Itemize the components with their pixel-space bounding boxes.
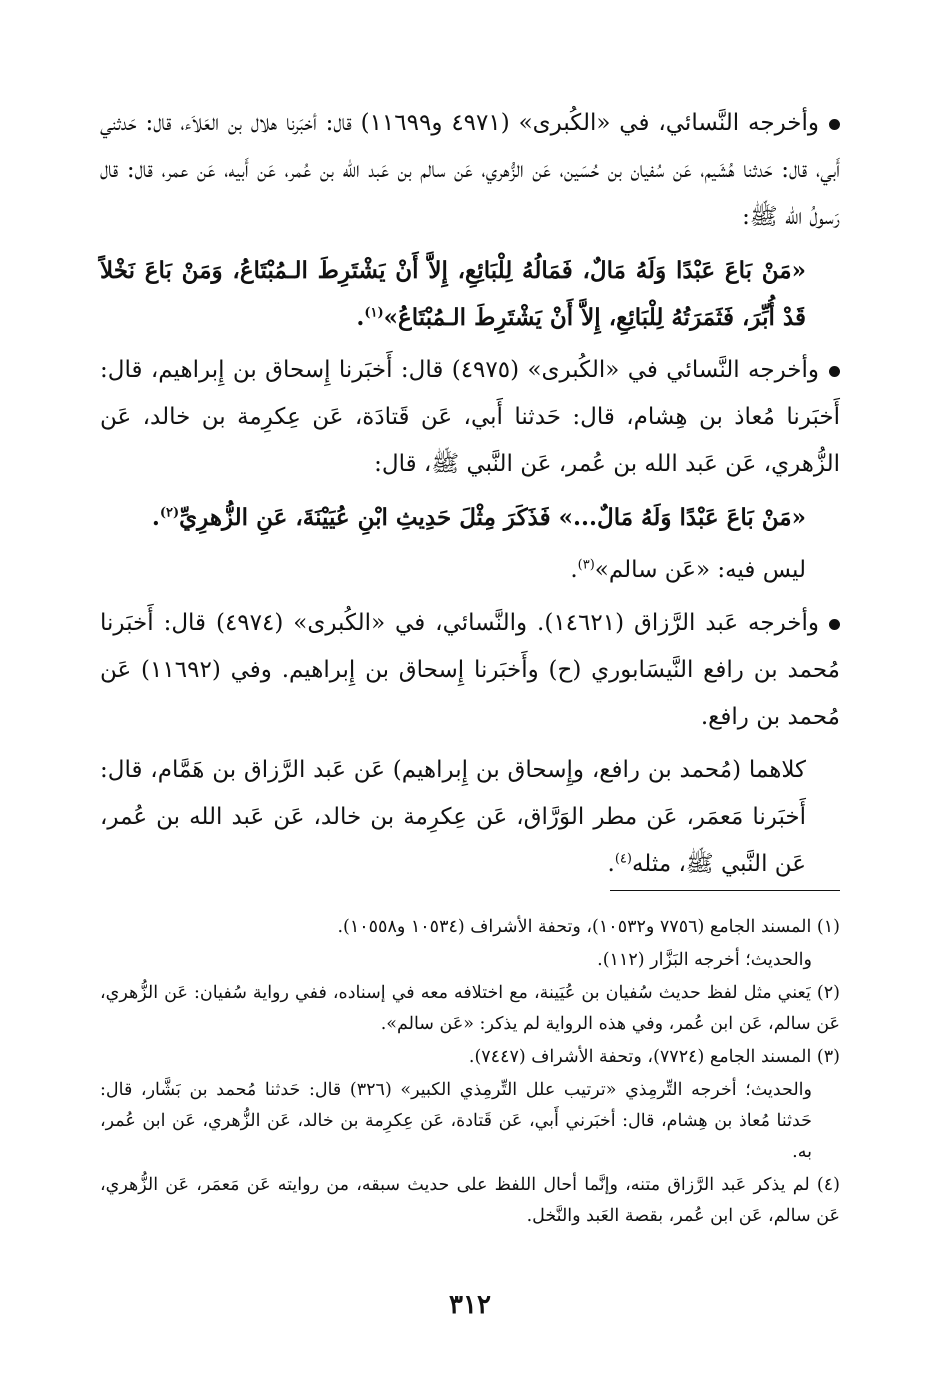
footnote-2: (٢) يَعني مثل لفظ حديث سُفيان بن عُيَينة، مع اختلافه معه في إسناده، ففي رواية سُفيان: عَن الزُّهري، عَن سالم، عَن ابن عُمر، وفي هذه الرواية لم يذكر: «عَن سالم». bbox=[100, 983, 840, 1034]
main-text bbox=[100, 100, 840, 888]
footnote-ref-2: (٢) bbox=[159, 505, 180, 521]
footnote-ref-1: (١) bbox=[364, 305, 384, 321]
bullet-icon bbox=[829, 366, 840, 377]
footnote-ref-4: (٤) bbox=[614, 851, 632, 867]
paragraph-1-text: وأخرجه النَّسائي، في «الكُبرى» (٤٩٧١ و١١٦٩٩) قال: أخبَرنا هلال بن العَلاَء، قال: حَدثني أَبي، قال: حَدثنا هُشَيم، عَن سُفيان بن حُسَين، عَن الزُّهري، عَن سالم بن عَبد الله بن عُمر، عَن أَبيه، عَن عمر، قال: قال رَسولُ الله ﷺ: bbox=[100, 110, 840, 230]
hadith-2-text: «مَنْ بَاعَ عَبْدًا وَلَهُ مَالٌ...» فَذَكَرَ مِثْلَ حَدِيثِ ابْنِ عُيَيْنَةَ، عَنِ الزُّهرِيِّ bbox=[179, 504, 806, 531]
footnote-3-continuation: والحديث؛ أخرجه التِّرمِذي «ترتيب علل التِّرمِذي الكبير» (٣٢٦) قال: حَدثنا مُحمد بن بَشَّار، قال: حَدثنا مُعاذ بن هِشام، قال: أخبَرني أَبي، عَن قَتادة، عَن عِكرِمة بن خالد، عَن الزُّهري، عَن ابن عُمر، به. bbox=[100, 1080, 812, 1162]
footnote-3: (٣) المسند الجامع (٧٧٢٤)، وتحفة الأشراف (٧٤٤٧). bbox=[468, 1047, 840, 1067]
bullet-icon bbox=[829, 619, 840, 630]
footnotes bbox=[100, 912, 840, 1234]
paragraph-3 bbox=[100, 600, 840, 741]
footnote-1-continuation: والحديث؛ أخرجه البَزَّار (١١٢). bbox=[597, 950, 812, 970]
paragraph-2 bbox=[100, 347, 840, 488]
footnote-ref-3: (٣) bbox=[577, 557, 595, 573]
paragraph-2-text: وأخرجه النَّسائي في «الكُبرى» (٤٩٧٥) قال: أَخبَرنا إِسحاق بن إِبراهيم، قال: أَخبَرنا مُعاذ بن هِشام، قال: حَدثنا أَبي، عَن قَتادَة، عَن عِكرِمة بن خالد، عَن الزُّهري، عَن عَبد الله بن عُمر، عَن النَّبي ﷺ، قال: bbox=[100, 357, 840, 477]
paragraph-4-text: كلاهما (مُحمد بن رافع، وإِسحاق بن إِبراهيم) عَن عَبد الرَّزاق بن هَمَّام، قال: أَخبَرنا مَعمَر، عَن مطر الوَرَّاق، عَن عِكرِمة بن خالد، عَن عَبد الله بن عُمر، عَن النَّبي ﷺ، مثله bbox=[100, 757, 806, 877]
paragraph-4: كلاهما (مُحمد بن رافع، وإِسحاق بن إِبراهيم) عَن عَبد الرَّزاق بن هَمَّام، قال: أَخبَرنا مَعمَر، عَن مطر الوَرَّاق، عَن عِكرِمة بن خالد، عَن عَبد الله بن عُمر، عَن النَّبي ﷺ، مثله$^{(٤)}$. bbox=[100, 757, 806, 877]
paragraph-3-text: وأخرجه عَبد الرَّزاق (١٤٦٢١). والنَّسائي، في «الكُبرى» (٤٩٧٤) قال: أَخبَرنا مُحمد بن رافع النَّيسَابوري (ح) وأَخبَرنا إِسحاق بن إِبراهيم. وفي (١١٦٩٢) عَن مُحمد بن رافع. bbox=[100, 610, 840, 730]
document-page bbox=[100, 100, 840, 1350]
footnote-4: (٤) لم يذكر عَبد الرَّزاق متنه، وإنَّما أحال اللفظ على حديث سبقه، من روايته عَن مَعمَر، عَن الزُّهري، عَن سالم، عَن ابن عُمر، بقصة العَبد والنَّخل. bbox=[100, 1175, 840, 1226]
paragraph-2-tail-text: ليس فيه: «عَن سالم» bbox=[594, 557, 806, 583]
footnote-1: (١) المسند الجامع (٧٧٥٦ و١٠٥٣٢)، وتحفة الأشراف (١٠٥٣٤ و١٠٥٥٨). bbox=[337, 917, 840, 937]
hadith-1: «مَنْ بَاعَ عَبْدًا وَلَهُ مَالٌ، فَمَالُهُ لِلْبَائِعِ، إِلاَّ أَنْ يَشْتَرِطَ الـمُبْتَاعُ، وَمَنْ بَاعَ نَخْلاً قَدْ أُبِّرَ، فَثَمَرَتُهُ لِلْبَائِعِ، إِلاَّ أَنْ يَشْتَرِطَ الـمُبْتَاعُ»$^{(١)}$. bbox=[100, 257, 806, 331]
page-number: ٣١٢ bbox=[449, 1290, 491, 1320]
hadith-1-text: «مَنْ بَاعَ عَبْدًا وَلَهُ مَالٌ، فَمَالُهُ لِلْبَائِعِ، إِلاَّ أَنْ يَشْتَرِطَ الـمُبْتَاعُ، وَمَنْ بَاعَ نَخْلاً قَدْ أُبِّرَ، فَثَمَرَتُهُ لِلْبَائِعِ، إِلاَّ أَنْ يَشْتَرِطَ الـمُبْتَاعُ» bbox=[100, 257, 806, 331]
footnote-divider bbox=[610, 890, 840, 891]
bullet-icon bbox=[829, 119, 840, 130]
paragraph-1 bbox=[100, 100, 840, 241]
paragraph-2-tail: ليس فيه: «عَن سالم»$^{(٣)}$. bbox=[570, 557, 806, 583]
hadith-2: «مَنْ بَاعَ عَبْدًا وَلَهُ مَالٌ...» فَذَكَرَ مِثْلَ حَدِيثِ ابْنِ عُيَيْنَةَ، عَنِ الزُّهرِيِّ$^{(٢)}$. bbox=[151, 504, 806, 531]
